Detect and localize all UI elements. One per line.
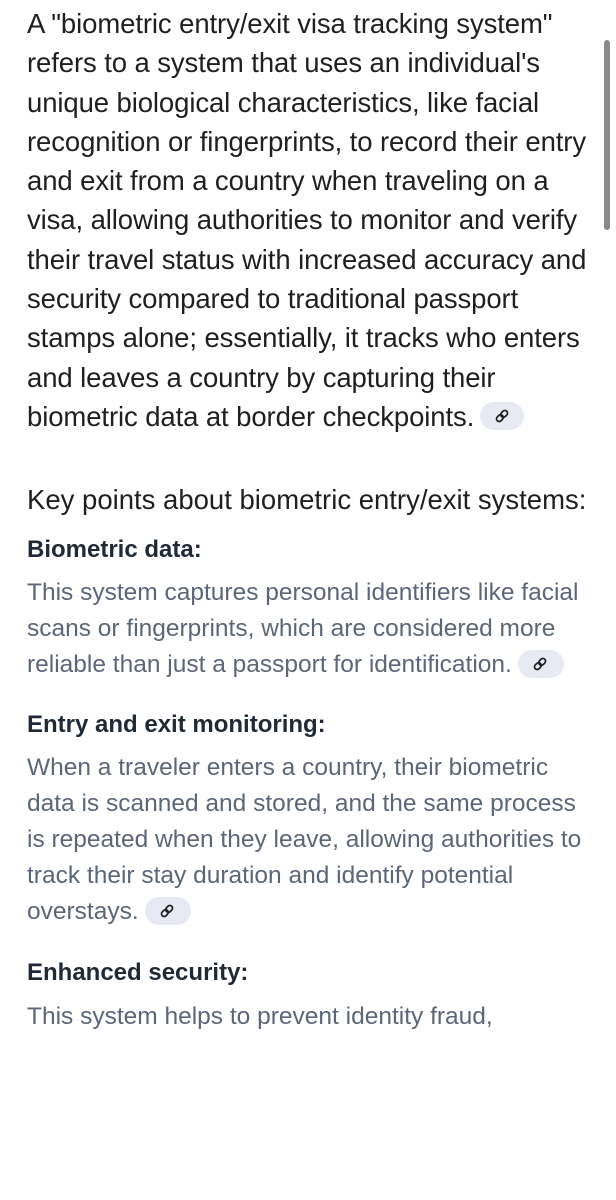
key-points-heading: Key points about biometric entry/exit systems: bbox=[27, 484, 587, 516]
point-title: Biometric data: bbox=[27, 536, 202, 564]
point-title: Entry and exit monitoring: bbox=[27, 711, 326, 739]
intro-source-link[interactable] bbox=[480, 402, 524, 430]
point-body bbox=[27, 750, 599, 930]
scrollbar-thumb[interactable] bbox=[604, 40, 610, 230]
link-icon bbox=[159, 903, 175, 919]
point-source-link[interactable] bbox=[145, 897, 191, 925]
bottom-fade bbox=[0, 1160, 616, 1200]
point-title: Enhanced security: bbox=[27, 959, 249, 987]
response-content bbox=[27, 4, 599, 1035]
point-body-text: When a traveler enters a country, their biometric data is scanned and stored, and the same process is repeated when they leave, allowing authorities to track their stay duration and identify potential overstays. bbox=[27, 754, 582, 926]
intro-text: A "biometric entry/exit visa tracking system" refers to a system that uses an individual's unique biological characteristics, like facial recognition or fingerprints, to record their entry and exit from a country when traveling on a visa, allowing authorities to monitor and verify their travel status with increased accuracy and security compared to traditional passport stamps alone; essentially, it tracks who enters and leaves a country by capturing their biometric data at border checkpoints. bbox=[27, 8, 587, 432]
key-point-biometric-data bbox=[27, 534, 599, 683]
intro-paragraph bbox=[27, 4, 599, 436]
point-body-text: This system captures personal identifiers like facial scans or fingerprints, which are considered more reliable than just a passport for identification. bbox=[27, 579, 579, 679]
link-icon bbox=[494, 408, 510, 424]
link-icon bbox=[532, 656, 548, 672]
point-source-link[interactable] bbox=[518, 650, 564, 678]
key-point-entry-exit-monitoring bbox=[27, 709, 599, 930]
key-point-enhanced-security bbox=[27, 957, 599, 1035]
point-body: This system helps to prevent identity fraud, bbox=[27, 1003, 493, 1031]
point-body bbox=[27, 575, 599, 683]
